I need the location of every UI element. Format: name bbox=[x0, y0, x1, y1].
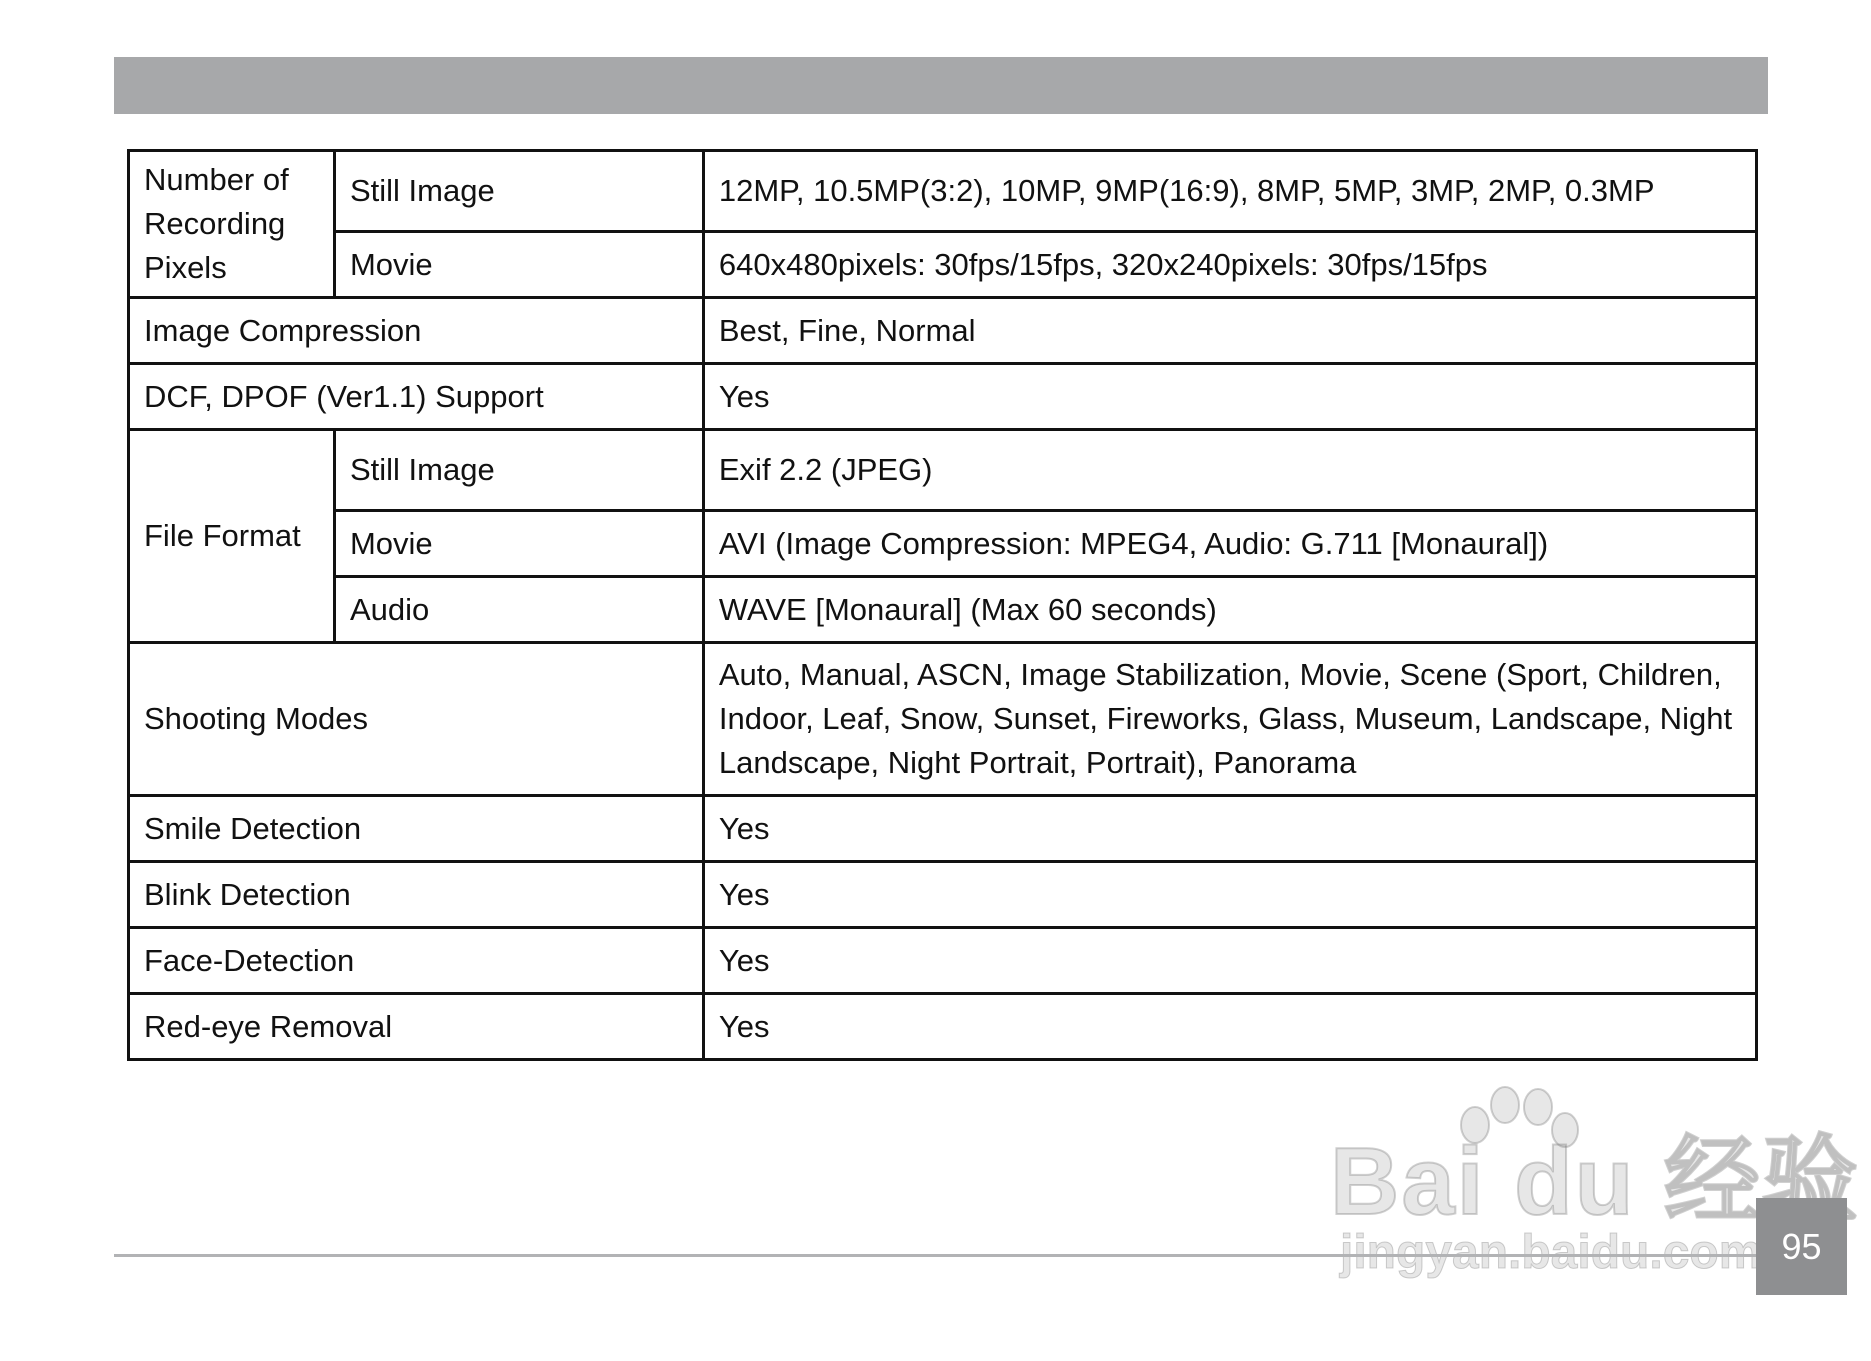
page-number: 95 bbox=[1756, 1198, 1847, 1295]
row-value: Auto, Manual, ASCN, Image Stabilization, Movie, Scene (Sport, Children, Indoor, Leaf, Snow, Sunset, Fireworks, Glass, Museum, Landscape, Night Landscape, Night Portrait, Portrait), Panorama bbox=[703, 643, 1756, 796]
row-value: WAVE [Monaural] (Max 60 seconds) bbox=[703, 577, 1756, 643]
table-row bbox=[129, 862, 1757, 928]
table-row bbox=[129, 928, 1757, 994]
row-sublabel: Movie bbox=[334, 232, 703, 298]
table-row bbox=[129, 430, 1757, 511]
footer-line bbox=[114, 1254, 1768, 1257]
row-value: Yes bbox=[703, 928, 1756, 994]
header-bar bbox=[114, 57, 1768, 114]
row-value: 12MP, 10.5MP(3:2), 10MP, 9MP(16:9), 8MP, 5MP, 3MP, 2MP, 0.3MP bbox=[703, 151, 1756, 232]
row-sublabel: Still Image bbox=[334, 151, 703, 232]
table-row bbox=[129, 643, 1757, 796]
table-row bbox=[129, 232, 1757, 298]
row-sublabel: Audio bbox=[334, 577, 703, 643]
table-row bbox=[129, 577, 1757, 643]
table-row bbox=[129, 298, 1757, 364]
table-row bbox=[129, 796, 1757, 862]
row-label: File Format bbox=[129, 430, 335, 643]
watermark-url: jingyan.baidu.com bbox=[1340, 1226, 1762, 1279]
row-value: AVI (Image Compression: MPEG4, Audio: G.711 [Monaural]) bbox=[703, 511, 1756, 577]
row-value: Yes bbox=[703, 994, 1756, 1060]
row-label: Number of Recording Pixels bbox=[129, 151, 335, 298]
table-row bbox=[129, 364, 1757, 430]
table-row bbox=[129, 511, 1757, 577]
paw-icon bbox=[1440, 1085, 1590, 1175]
row-label: Image Compression bbox=[129, 298, 704, 364]
spec-table bbox=[127, 149, 1758, 1061]
row-label: Blink Detection bbox=[129, 862, 704, 928]
row-value: Exif 2.2 (JPEG) bbox=[703, 430, 1756, 511]
watermark-logo: Bai du 经验 bbox=[1330, 1128, 1861, 1235]
row-value: Yes bbox=[703, 796, 1756, 862]
row-label: Smile Detection bbox=[129, 796, 704, 862]
row-sublabel: Still Image bbox=[334, 430, 703, 511]
row-value: Yes bbox=[703, 862, 1756, 928]
row-value: Best, Fine, Normal bbox=[703, 298, 1756, 364]
row-value: 640x480pixels: 30fps/15fps, 320x240pixels: 30fps/15fps bbox=[703, 232, 1756, 298]
table-row bbox=[129, 151, 1757, 232]
row-label: DCF, DPOF (Ver1.1) Support bbox=[129, 364, 704, 430]
row-label: Face-Detection bbox=[129, 928, 704, 994]
table-row bbox=[129, 994, 1757, 1060]
row-value: Yes bbox=[703, 364, 1756, 430]
row-label: Shooting Modes bbox=[129, 643, 704, 796]
row-sublabel: Movie bbox=[334, 511, 703, 577]
row-label: Red-eye Removal bbox=[129, 994, 704, 1060]
